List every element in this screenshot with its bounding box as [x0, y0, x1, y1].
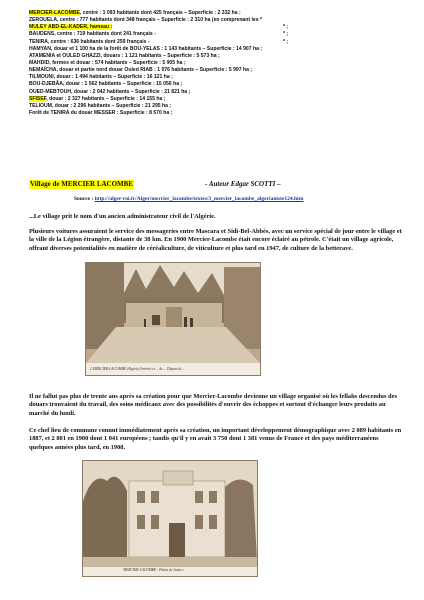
photo-street-caption: 2 MERCIER-LACOMBE (Algérie) Arrivée et ... de ... Départ de ... [90, 367, 186, 371]
village-title: Village de MERCIER LACOMBE [30, 180, 133, 188]
commune-list-line [29, 17, 409, 24]
source-line [74, 196, 303, 203]
commune-list-line [29, 53, 409, 60]
commune-list-line [29, 103, 409, 110]
author-line: - Auteur Edgar SCOTTI – [205, 180, 281, 188]
line-text: BOU-DJEBÂA, douar : 1 562 habitants – Superficie : 15 056 ha ; [29, 81, 183, 88]
commune-list-line [29, 46, 409, 53]
commune-list-line [29, 110, 409, 117]
ditto-mark: * ; [283, 24, 289, 31]
line-text: ATAMENIA et OULED GHAZZI, douars : 1 121 habitants – Superficie : 5 573 ha ; [29, 52, 220, 59]
commune-list-line [29, 67, 409, 74]
street-scene-illustration [86, 263, 260, 375]
commune-list-line [29, 89, 409, 96]
commune-list-line [29, 81, 409, 88]
highlighted-name: SFISEF [29, 95, 47, 102]
paragraph-messageries: Plusieurs voitures assuraient le service des messageries entre Mascara et Sidi-Bel-Abbès, avec un service spécial de jour entre le village et la ville de la Légion étrangère, distante de 38 km. En 1900 Mercier-Lacombe était encore éclairé au pétrole. C'était un village agricole, offrant diverses potentialités en matière de céréaliculture, de viticulture et plus tard en 1947, de culture de la betterave. [29, 228, 402, 252]
photo-palais-justice-postcard [82, 460, 258, 577]
commune-list-line [29, 31, 409, 38]
commune-list-line [29, 10, 409, 17]
line-text: TILMOUNI, douar : 1 494 habitants – Superficie : 16 121 ha ; [29, 74, 173, 81]
line-text: Forêt de TENIRA du douar MESSER : Superficie : 8 570 ha ; [29, 109, 173, 116]
ditto-mark: * ; [283, 31, 289, 38]
photo-palais-caption: MERCIER-LACOMBE - Palais de Justice [123, 568, 184, 572]
line-text: TENIRA, centre : 636 habitants dont 259 français - [29, 38, 150, 45]
ditto-mark: * ; [283, 38, 289, 45]
commune-list-line [29, 96, 409, 103]
line-text: TELIOUM, douar : 2 296 habitants – Superficie : 21 295 ha ; [29, 102, 172, 109]
line-text: NEMAÏCHA, douar et partie nord douar Ouled RIAB : 1 076 habitants – Superficie : 5 997 ha ; [29, 67, 253, 74]
source-link[interactable]: http://alger-roi.fr/Alger/mercier_lacombe/textes/3_mercier_lacombe_algerianiste124.htm [94, 196, 304, 202]
photo-street-postcard [85, 262, 261, 376]
paragraph-intro: ...Le village prit le nom d'un ancien administrateur civil de l'Algérie. [29, 213, 216, 220]
highlighted-name: MULEY ABD-EL-KADER, hameau : [29, 24, 113, 31]
line-text: , centre : 1 093 habitants dont 425 français – Superficie : 2 332 ha ; [79, 10, 241, 16]
paragraph-development: Il ne fallut pas plus de trente ans après sa création pour que Mercier-Lacombe devienne un village organisé où les fellahs descendus des douars trouvaient du travail, des soins médicaux avec des possibilités d'ouvrir des échoppes et surtout d'échanger leurs produits au marché du lundi. [29, 393, 397, 417]
palais-justice-illustration [83, 461, 257, 576]
line-text: HAMYAN, douar et 1 100 ha de la forêt de BOU-YELAS : 1 143 habitants – Superficie : 14 907 ha ; [29, 45, 263, 52]
line-text: BAUDENS, centre : 719 habitants dont 241 français - [29, 31, 156, 38]
commune-list-line [29, 39, 409, 46]
paragraph-demographics: Ce chef lieu de commune connut immédiatement après sa création, un important développement démographique avec 2 089 habitants en 1887, et 2 801 en 1900 dont 1 041 européens ; tandis qu'il y en avait 3 750 dont 1 381 venus de France et des pays méditerranéens quelques années plus tard, en 1908. [29, 427, 402, 451]
section-header [29, 180, 399, 190]
highlighted-name: MERCIER-LACOMBE [29, 10, 80, 16]
commune-list [29, 10, 409, 117]
source-label: Source : [74, 196, 95, 202]
line-text: , douar : 2 327 habitants – Superficie : 14 155 ha ; [46, 95, 166, 102]
commune-list-line [29, 24, 409, 31]
line-text: ZEROUELA, centre : 777 habitants dont 348 français – Superficie : 2 310 ha (en comprenant les * [29, 17, 262, 24]
line-text: OUED-MEBTOUH, douar : 2 042 habitants – Superficie : 21 821 ha ; [29, 88, 191, 95]
line-text: MAHDID, fermes et douar : 574 habitants – Superficie : 5 905 ha ; [29, 59, 186, 66]
